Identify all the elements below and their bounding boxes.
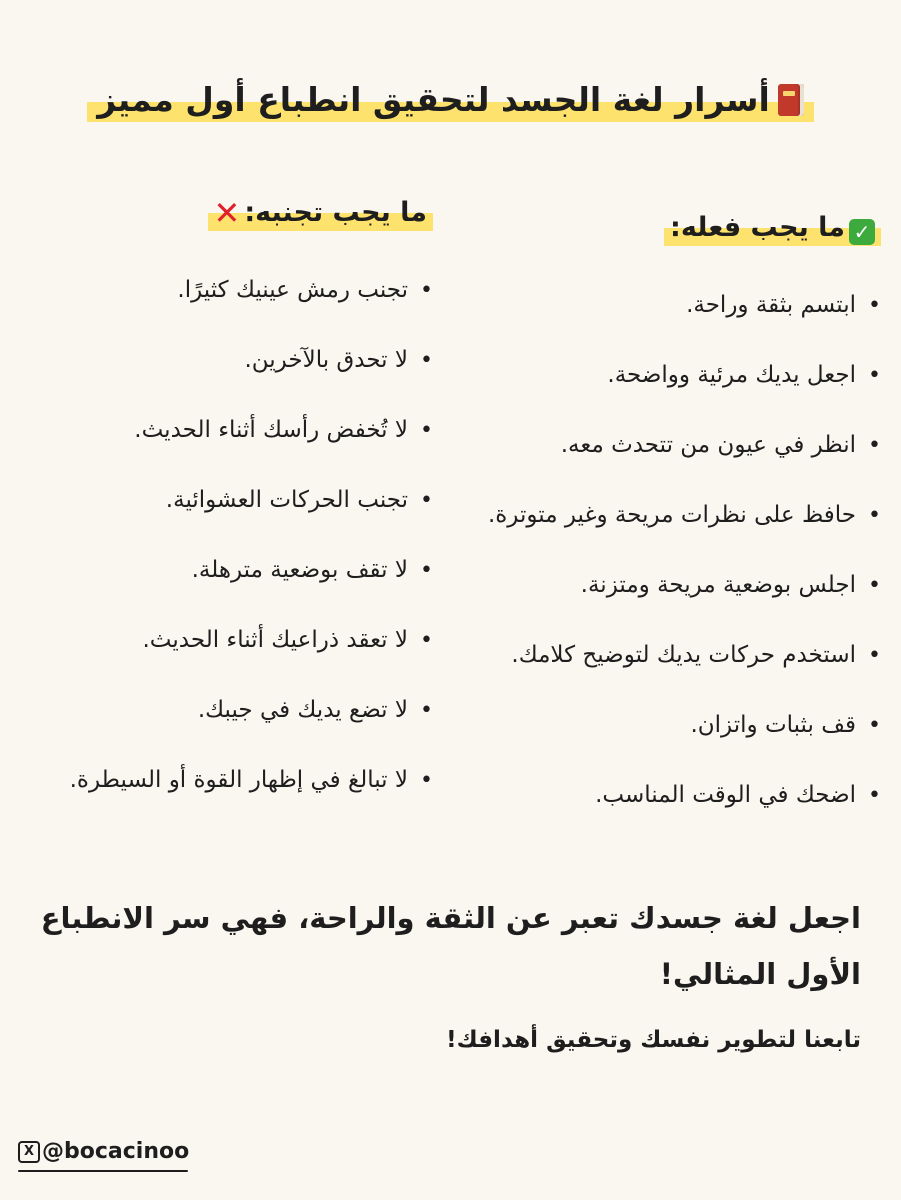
item-text: تجنب رمش عينيك كثيرًا. xyxy=(177,277,409,303)
follow-cta: تابعنا لتطوير نفسك وتحقيق أهدافك! xyxy=(446,1027,861,1053)
bullet-icon: • xyxy=(420,628,433,653)
list-item xyxy=(0,535,433,605)
item-text: قف بثبات واتزان. xyxy=(690,712,857,738)
donts-heading-text: ما يجب تجنبه: xyxy=(244,197,427,228)
bullet-icon: • xyxy=(868,643,881,668)
bullet-icon: • xyxy=(868,573,881,598)
donts-column xyxy=(0,195,433,815)
item-text: ابتسم بثقة وراحة. xyxy=(686,292,857,318)
bullet-icon: • xyxy=(420,278,433,303)
donts-heading xyxy=(208,195,433,231)
check-mark-icon: ✓ xyxy=(849,219,875,245)
bullet-icon: • xyxy=(420,348,433,373)
bullet-icon: • xyxy=(420,488,433,513)
closing-statement: اجعل لغة جسدك تعبر عن الثقة والراحة، فهي سر الانطباع الأول المثالي! xyxy=(40,901,861,991)
item-text: اجعل يديك مرئية وواضحة. xyxy=(607,362,857,388)
item-text: لا تقف بوضعية مترهلة. xyxy=(191,557,409,583)
item-text: لا تعقد ذراعيك أثناء الحديث. xyxy=(142,627,409,653)
list-item xyxy=(451,270,881,340)
item-text: تجنب الحركات العشوائية. xyxy=(165,487,409,513)
bullet-icon: • xyxy=(420,558,433,583)
handle-text: @bocacinoo xyxy=(42,1139,190,1164)
list-item xyxy=(451,760,881,830)
list-item xyxy=(451,480,881,550)
page-title xyxy=(87,78,814,122)
bullet-icon: • xyxy=(868,433,881,458)
item-text: لا تبالغ في إظهار القوة أو السيطرة. xyxy=(69,767,409,793)
list-item xyxy=(451,690,881,760)
item-text: انظر في عيون من تتحدث معه. xyxy=(560,432,857,458)
bullet-icon: • xyxy=(868,713,881,738)
bullet-icon: • xyxy=(420,768,433,793)
list-item xyxy=(451,340,881,410)
page-title-text: أسرار لغة الجسد لتحقيق انطباع أول مميز xyxy=(97,80,770,119)
dos-column xyxy=(451,210,881,830)
bullet-icon: • xyxy=(868,503,881,528)
list-item xyxy=(0,675,433,745)
bullet-icon: • xyxy=(868,363,881,388)
list-item xyxy=(0,745,433,815)
cross-mark-icon: ✕ xyxy=(213,194,241,232)
dos-heading-text: ما يجب فعله: xyxy=(670,212,845,243)
book-icon xyxy=(778,84,804,116)
title-wrap xyxy=(0,78,901,122)
item-text: حافظ على نظرات مريحة وغير متوترة. xyxy=(487,502,857,528)
donts-list xyxy=(0,255,433,815)
item-text: استخدم حركات يديك لتوضيح كلامك. xyxy=(511,642,857,668)
x-logo-icon: X xyxy=(18,1141,40,1163)
bullet-icon: • xyxy=(420,418,433,443)
list-item xyxy=(0,325,433,395)
list-item xyxy=(451,550,881,620)
bullet-icon: • xyxy=(868,293,881,318)
handle-underline xyxy=(18,1170,188,1172)
dos-heading xyxy=(664,210,881,246)
item-text: لا تُخفض رأسك أثناء الحديث. xyxy=(134,417,409,443)
list-item xyxy=(0,395,433,465)
item-text: لا تضع يديك في جيبك. xyxy=(197,697,409,723)
list-item xyxy=(0,465,433,535)
list-item xyxy=(451,620,881,690)
item-text: اجلس بوضعية مريحة ومتزنة. xyxy=(580,572,857,598)
item-text: اضحك في الوقت المناسب. xyxy=(595,782,857,808)
social-handle[interactable] xyxy=(18,1138,189,1166)
dos-list xyxy=(451,270,881,830)
list-item xyxy=(0,605,433,675)
bullet-icon: • xyxy=(420,698,433,723)
item-text: لا تحدق بالآخرين. xyxy=(244,347,409,373)
bullet-icon: • xyxy=(868,783,881,808)
list-item xyxy=(451,410,881,480)
list-item xyxy=(0,255,433,325)
